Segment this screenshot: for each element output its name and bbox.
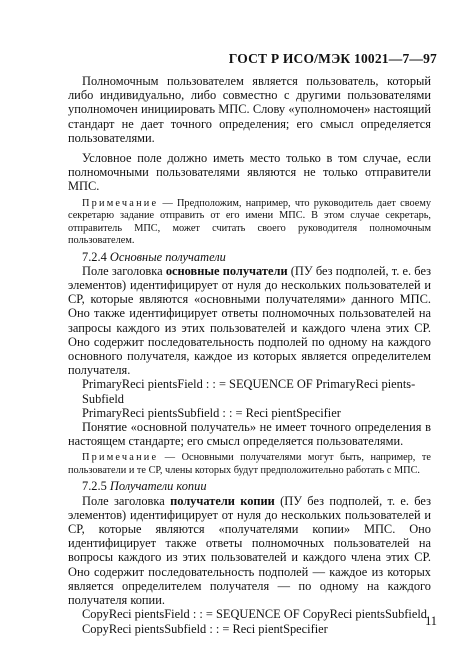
asn1-line: CopyReci pientsField : : = SEQUENCE OF CopyReci pientsSubfield	[82, 607, 427, 622]
field-name-bold: получатели копии	[170, 493, 275, 508]
asn1-line: CopyReci pientsSubfield : : = Reci pientSpecifier	[82, 621, 328, 636]
asn1-line: PrimaryReci pientsField : : = SEQUENCE OF PrimaryReci pients-	[82, 377, 416, 392]
paragraph-copy-recipients	[68, 494, 431, 608]
asn1-definition-copy	[68, 607, 431, 635]
section-title: Получатели копии	[109, 479, 207, 494]
section-number: 7.2.4	[82, 249, 107, 264]
note-text: — Предположим, например, что руководитель дает своему секретарю задание отправить от его имени МПС. В этом случае секретарь, отправитель МПС, может считать своего руководителя полномочным пользователем.	[68, 197, 431, 247]
asn1-line-continuation: Subfield	[82, 391, 124, 406]
note-text: — Основными получателями могут быть, например, те пользователи и те СР, члены которых будут предположительно работать с МПС.	[68, 452, 431, 476]
section-heading-7-2-4	[68, 250, 431, 264]
note-2	[68, 452, 431, 477]
document-body	[68, 74, 431, 636]
paragraph-primary-recipient-concept: Понятие «основной получатель» не имеет точного определения в настоящем стандарте; его смысл определяется пользователями.	[68, 420, 431, 449]
paragraph-conditional-field: Условное поле должно иметь место только в том случае, если полномочными пользователями являются не только отправители МПС.	[68, 151, 431, 194]
text-run: (ПУ без подполей, т. е. без элементов) идентифицирует от нуля до нескольких пользователей и СР, которые являются «основными получателями» данного МПС. Оно также идентифицирует ответы полномочных пользователей на запросы каждого из этих пользователей и каждого члена этих СР. Оно содержит последовательность подполей по одному на каждого основного получателя, каждое из которых является определителем получателя.	[68, 263, 431, 378]
section-title: Основные получатели	[109, 249, 226, 264]
field-name-bold: основные получатели	[165, 263, 288, 278]
text-run: (ПУ без подполей, т. е. без элементов) идентифицирует от нуля до нескольких пользователей и СР, которые являются «получателями копии» МПС. Оно идентифицирует также ответы полномочных пользователей на вопросы каждого из этих пользователей и каждого члена этих СР. Оно содержит последовательность подполей — каждое из которых является определителем получателя — по одному на каждого получателя копии.	[68, 493, 431, 608]
paragraph-primary-recipients	[68, 264, 431, 378]
text-run: Поле заголовка	[82, 263, 166, 278]
section-number: 7.2.5	[82, 479, 107, 494]
section-heading-7-2-5	[68, 479, 431, 493]
asn1-line: PrimaryReci pientsSubfield : : = Reci pientSpecifier	[82, 405, 341, 420]
text-run: Поле заголовка	[82, 493, 171, 508]
note-label: Примечание	[82, 197, 159, 209]
asn1-definition-primary	[68, 377, 431, 420]
paragraph-authorizing-user: Полномочным пользователем является пользователь, который либо индивидуально, либо совместно с другими пользователями уполномочен инициировать МПС. Слову «уполномочен» настоящий стандарт не дает точного определения; его смысл определяется пользователями.	[68, 74, 431, 145]
note-label: Примечание	[82, 452, 159, 464]
note-1	[68, 198, 431, 248]
page-number: 11	[425, 614, 437, 628]
page-header: ГОСТ Р ИСО/МЭК 10021—7—97	[228, 51, 437, 66]
